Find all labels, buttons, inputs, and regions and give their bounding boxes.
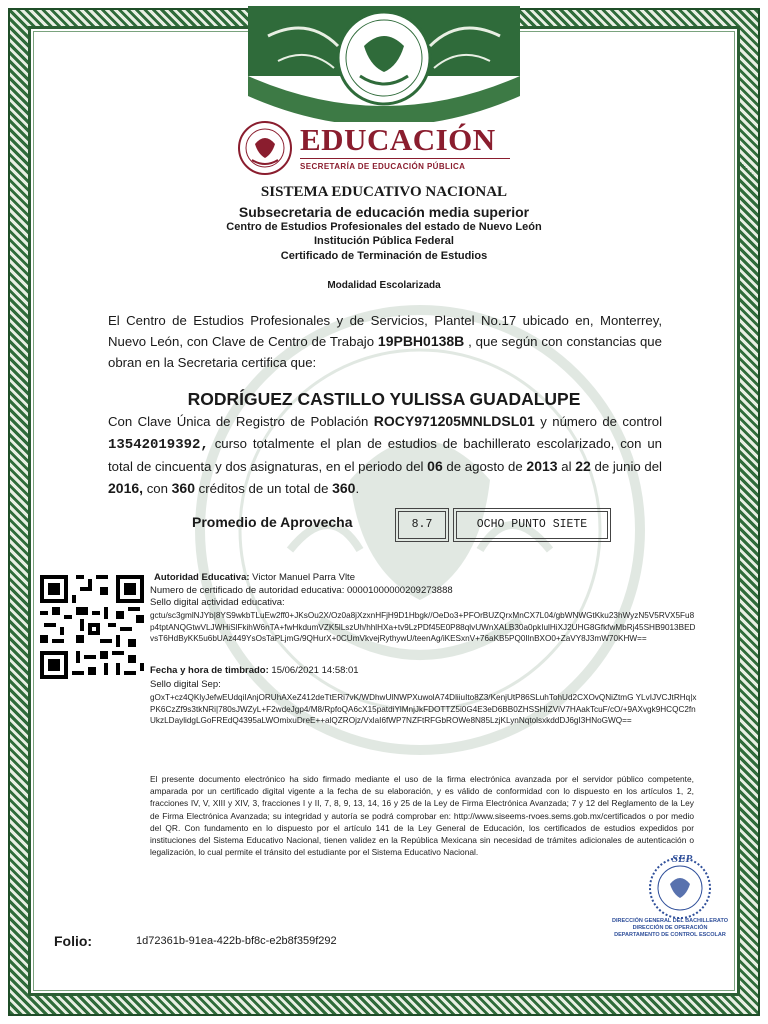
institution-name: Centro de Estudios Profesionales del estado de Nuevo León (226, 221, 542, 233)
credits-total: 360 (332, 479, 356, 496)
national-coat-of-arms-icon (248, 6, 520, 122)
modality: Modalidad Escolarizada (327, 280, 441, 291)
study-text: curso totalmente el plan de estudios de bachillerato escolarizado, con un total de cincuenta y dos asignaturas, en el periodo del (108, 435, 662, 474)
curp-value: ROCY971205MNLDSL01 (373, 413, 535, 429)
digital-seal-label: Sello digital actividad educativa: (150, 597, 285, 608)
system-heading: SISTEMA EDUCATIVO NACIONAL (260, 184, 508, 200)
stamp-text: DIRECCIÓN GENERAL DEL BACHILLERATO DIRECCIÓN DE OPERACIÓN DEPARTAMENTO DE CONTROL ESCOLAR (612, 918, 729, 938)
folio-value: 1d72361b-91ea-422b-bf8c-e2b8f359f292 (136, 935, 337, 947)
sep-mark: SEP (672, 853, 693, 865)
credits-earned: 360 (171, 479, 195, 496)
logo-divider (300, 158, 510, 159)
average-words: OCHO PUNTO SIETE (456, 511, 608, 539)
authority-line (154, 572, 702, 583)
intro-paragraph (108, 310, 662, 373)
curp-label: Con Clave Única de Registro de Población (108, 414, 374, 429)
document-title: Certificado de Terminación de Estudios (280, 250, 488, 262)
student-name: RODRÍGUEZ CASTILLO YULISSA GUADALUPE (187, 389, 581, 409)
sep-logo (236, 120, 516, 176)
logo-subtitle: SECRETARÍA DE EDUCACIÓN PÚBLICA (300, 162, 466, 171)
institution-type: Institución Pública Federal (314, 235, 454, 247)
study-text-7: . (355, 480, 360, 496)
certificate-number: Numero de certificado de autoridad educativa: 00001000000209273888 (150, 585, 453, 596)
end-day: 22 (575, 458, 591, 474)
start-year: 2013 (526, 458, 558, 474)
control-number: 13542019392, (108, 436, 209, 453)
legal-notice: El presente documento electrónico ha sido firmado mediante el uso de la firma electrónica avanzada por el servidor público competente, amparada por un certificado digital vigente a la fecha de su elaboración, y es válido de conformidad con lo dispuesto en los artículos 1, 2, fracciones IV, V, XIII y XIV, 3, fracciones I y II, 7, 8, 9, 13, 14, 16 y 25 de la Ley de Firma Electrónica Avanzada; 7 y 12 del Reglamento de la Ley de Firma Electrónica Avanzada; su integridad y autoría se podrá comprobar en: http://www.siseems-rvoes.sems.gob.mx/certificados o por medio del QR. Con fundamento en lo dispuesto por el artículo 141 de la Ley General de Educación, los certificados de estudios expedidos por instituciones del Sistema Educativo Nacional, tienen validez en la República Mexicana sin necesidad de trámites adicionales de autenticación o legalización, lo cual permite el tránsito del estudiante por el Sistema Educativo Nacional. (150, 774, 694, 858)
subsecretaria-heading: Subsecretaria de educación media superior (238, 204, 530, 220)
sep-seal: gOxT+cz4QKlyJefwEUdqiIAnjORUhAXeZ412deTtERi7vK/WDhwUlNWPXuwolA74DliiuIto8Z3/KenjUtP86SLuhTohUd2CXOvQNiZtmG YLvIJVCJtRHq|xPK6CzZf9s3tkNRi|780sJWZyL+F2wdeJgp4/M8/RpfoQA6cX15patdiYlMnjJkFDOTTZ5i0G4E3eD6BB0ZHSSHIZViV7HAakTcuF/cO/+9AXvgk9HCQC2fnUkzLDaylidgLGoFREdQ4395aLWOmixuDreE++alQZROjz/VxlaI6fWP7NZFtRFGbROWe8N85LzjKLynNqtolsxkddDJ6gI3HNoGWQ== (150, 693, 697, 725)
authority-label: Autoridad Educativa: (154, 572, 250, 583)
stamp-date-label: Fecha y hora de timbrado: (150, 665, 269, 676)
study-text-5: con (143, 480, 172, 496)
study-text-4: de junio del (590, 459, 662, 474)
sep-seal-label: Sello digital Sep: (150, 679, 221, 690)
control-label: y número de control (534, 414, 662, 429)
average-label: Promedio de Aprovecha (192, 514, 353, 530)
start-day: 06 (427, 458, 443, 474)
intro-text-before: El Centro de Estudios Profesionales y de Servicios, Plantel No.17 ubicado en, Monterrey, Nuevo León, con Clave de Centro de Trabajo (108, 313, 662, 349)
authority-value: Victor Manuel Parra Vlte (249, 572, 355, 583)
sep-seal-icon (236, 120, 294, 176)
cct-code: 19PBH0138B (377, 333, 465, 349)
folio-label: Folio: (54, 933, 93, 949)
stamp-date-value: 15/06/2021 14:58:01 (268, 665, 359, 676)
study-text-6: créditos de un total de (195, 480, 333, 496)
student-paragraph (108, 411, 662, 499)
stamp-date-line (150, 665, 698, 676)
intro-text-after: , que según con constancias que obran en la Secretaria certifica que: (108, 334, 662, 370)
study-text-3: al (557, 459, 576, 474)
study-text-2: de agosto de (442, 459, 527, 474)
average-value: 8.7 (398, 511, 446, 539)
digital-seal: gctu/sc3gmlNJYb|8YS9wkbTLuEw2ff0+JKsOu2X/Oz0a8jXzxnHFjH9D1Hbgk//OeDo3+PFOrBUZQrxMnCX7L04/gbWNWGtKku23hWyzN5V5RVX5Fu8p4tptANQGtwVLJWHiSlFkihW6nTA+fwHkdumVZK5lLszUh/hhlHXa+tv9LzPDf45E0P88qlvUWnXALB30a0pkIulHiXJ2UHG8GfkfwMbRj45SHB9013BEDvsT6HdByKK5u6bUAz449YsOsTaPLjmG/9QHurX+0CUmVkvejRythywU/teenAg/iKESxnV+76aKB5PQ0IlnBXO0+ZaVY8J3mW70KHW== (150, 611, 696, 643)
qr-code-icon[interactable] (40, 575, 144, 679)
end-year: 2016, (108, 479, 144, 496)
logo-title: EDUCACIÓN (300, 122, 496, 157)
